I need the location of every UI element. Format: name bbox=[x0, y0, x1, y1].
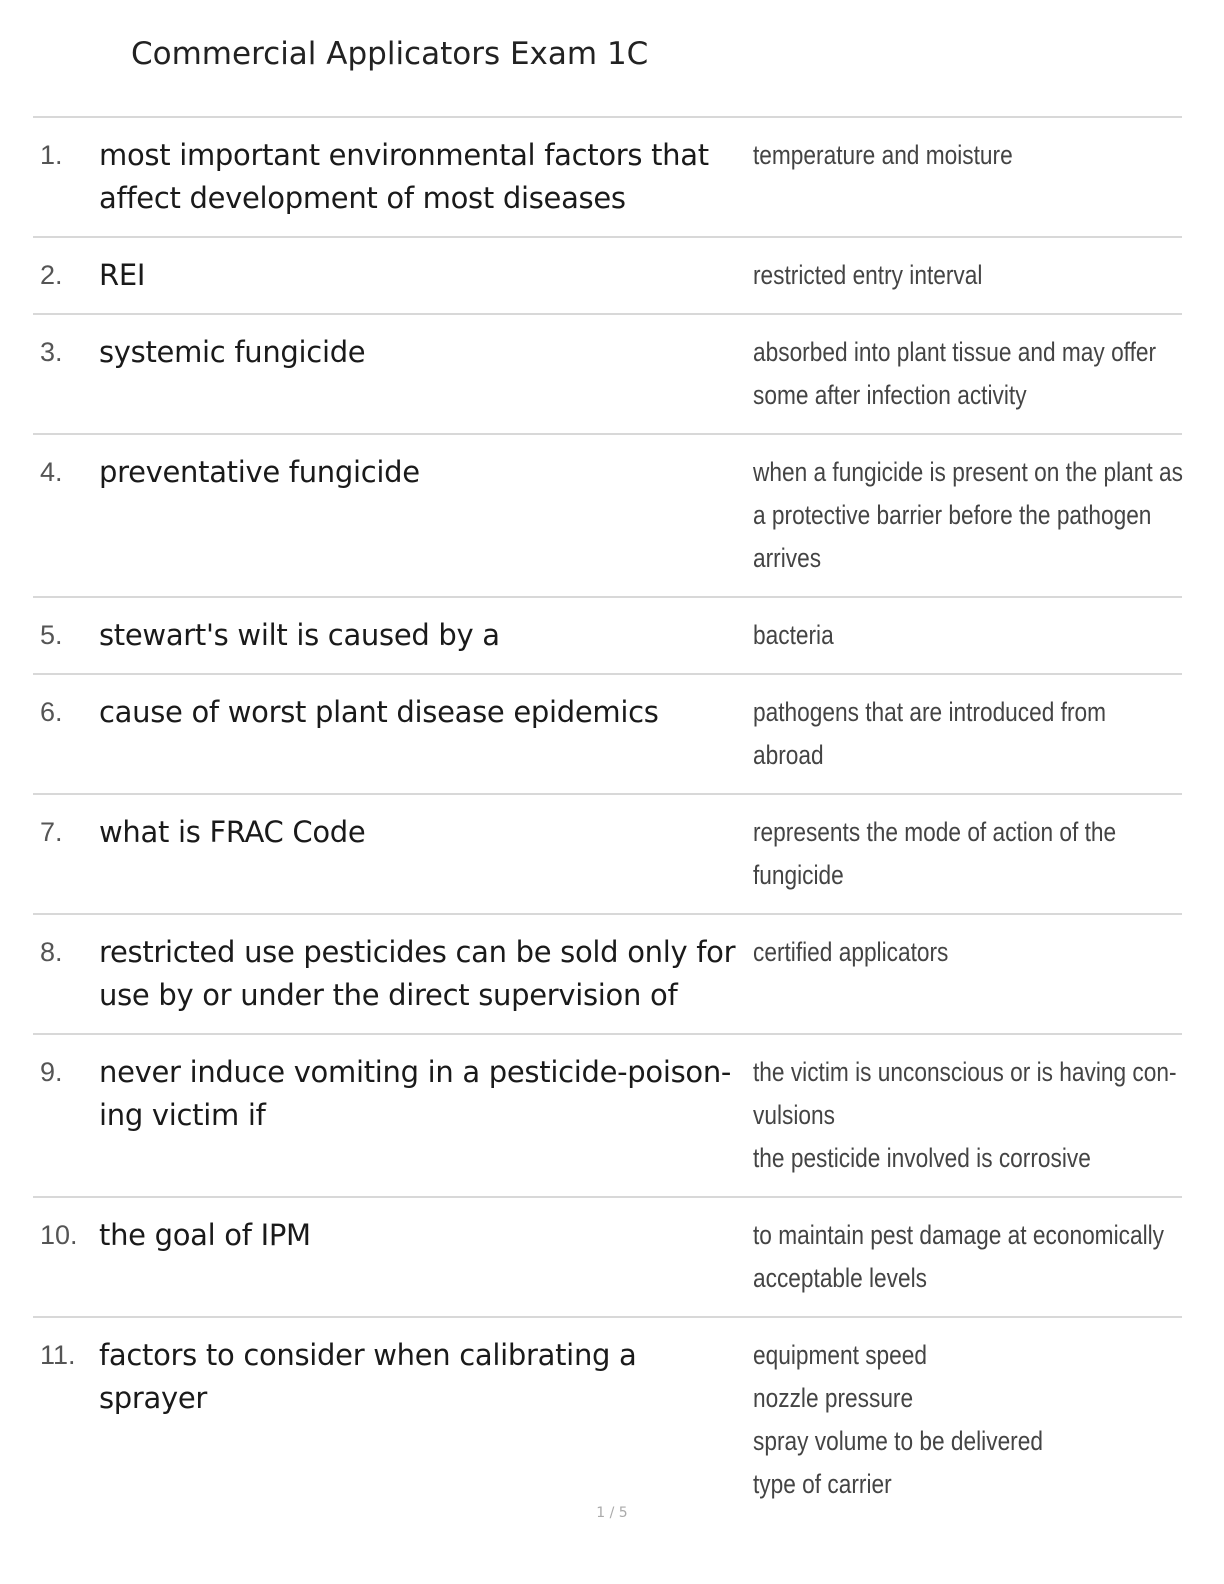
card-term: stewart's wilt is caused by a bbox=[99, 618, 500, 652]
definition-line: some after infection activity bbox=[753, 380, 1027, 410]
definition-line: the pesticide involved is corrosive bbox=[753, 1143, 1091, 1173]
card-definition bbox=[753, 811, 1116, 897]
definition-line: acceptable levels bbox=[753, 1263, 927, 1293]
definition-line: certified applicators bbox=[753, 937, 949, 967]
definition-line: bacteria bbox=[753, 620, 834, 650]
flashcard-row bbox=[33, 1198, 1182, 1318]
definition-line: a protective barrier before the pathogen bbox=[753, 500, 1152, 530]
card-term: what is FRAC Code bbox=[99, 815, 366, 849]
card-number: 4. bbox=[40, 457, 63, 487]
card-definition bbox=[753, 1051, 1177, 1180]
flashcard-row bbox=[33, 915, 1182, 1035]
card-term: preventative fungicide bbox=[99, 455, 420, 489]
card-number: 10. bbox=[40, 1220, 78, 1250]
definition-line: temperature and moisture bbox=[753, 140, 1013, 170]
definition-line: when a fungicide is present on the plant as bbox=[753, 457, 1183, 487]
card-term: factors to consider when calibrating a sprayer bbox=[99, 1338, 637, 1415]
definition-line: fungicide bbox=[753, 860, 844, 890]
flashcard-row bbox=[33, 1035, 1182, 1198]
definition-line: absorbed into plant tissue and may offer bbox=[753, 337, 1157, 367]
card-definition bbox=[753, 134, 1113, 220]
card-number: 5. bbox=[40, 620, 63, 650]
card-definition bbox=[753, 451, 1181, 580]
card-term: systemic fungicide bbox=[99, 335, 366, 369]
definition-line: vulsions bbox=[753, 1100, 835, 1130]
card-term: most important environmental factors that affect development of most diseases bbox=[99, 138, 709, 215]
page-number: 1 / 5 bbox=[596, 1505, 628, 1521]
definition-line: type of carrier bbox=[753, 1469, 892, 1499]
card-term: REI bbox=[99, 258, 146, 292]
document-title: Commercial Applicators Exam 1C bbox=[131, 36, 649, 72]
flashcard-row bbox=[33, 118, 1182, 238]
flashcard-row bbox=[33, 435, 1182, 598]
card-number: 1. bbox=[40, 140, 63, 170]
definition-line: represents the mode of action of the bbox=[753, 817, 1117, 847]
definition-line: abroad bbox=[753, 740, 824, 770]
card-term: restricted use pesticides can be sold only for use by or under the direct supervision of bbox=[99, 935, 736, 1012]
flashcard-row bbox=[33, 675, 1182, 795]
card-number: 3. bbox=[40, 337, 63, 367]
flashcard-row bbox=[33, 315, 1182, 435]
card-definition bbox=[753, 614, 1113, 657]
card-definition bbox=[753, 331, 1156, 417]
flashcard-list bbox=[33, 116, 1182, 1522]
definition-line: pathogens that are introduced from bbox=[753, 697, 1107, 727]
flashcard-row bbox=[33, 795, 1182, 915]
flashcard-row bbox=[33, 238, 1182, 315]
definition-line: the victim is unconscious or is having con- bbox=[753, 1057, 1177, 1087]
definition-line: nozzle pressure bbox=[753, 1383, 914, 1413]
card-number: 9. bbox=[40, 1057, 63, 1087]
card-definition bbox=[753, 931, 1113, 1017]
card-term: cause of worst plant disease epidemics bbox=[99, 695, 659, 729]
card-number: 11. bbox=[40, 1340, 76, 1370]
flashcard-row bbox=[33, 1318, 1182, 1522]
card-number: 8. bbox=[40, 937, 63, 967]
card-definition bbox=[753, 691, 1113, 777]
card-definition bbox=[753, 1214, 1164, 1300]
card-number: 7. bbox=[40, 817, 63, 847]
card-definition bbox=[753, 1334, 1113, 1506]
definition-line: to maintain pest damage at economically bbox=[753, 1220, 1164, 1250]
definition-line: arrives bbox=[753, 543, 822, 573]
flashcard-row bbox=[33, 598, 1182, 675]
definition-line: spray volume to be delivered bbox=[753, 1426, 1043, 1456]
card-definition bbox=[753, 254, 1113, 297]
definition-line: restricted entry interval bbox=[753, 260, 983, 290]
definition-line: equipment speed bbox=[753, 1340, 928, 1370]
card-term: the goal of IPM bbox=[99, 1218, 311, 1252]
card-term: never induce vomiting in a pesticide-poison-ing victim if bbox=[99, 1055, 732, 1132]
card-number: 6. bbox=[40, 697, 63, 727]
card-number: 2. bbox=[40, 260, 63, 290]
